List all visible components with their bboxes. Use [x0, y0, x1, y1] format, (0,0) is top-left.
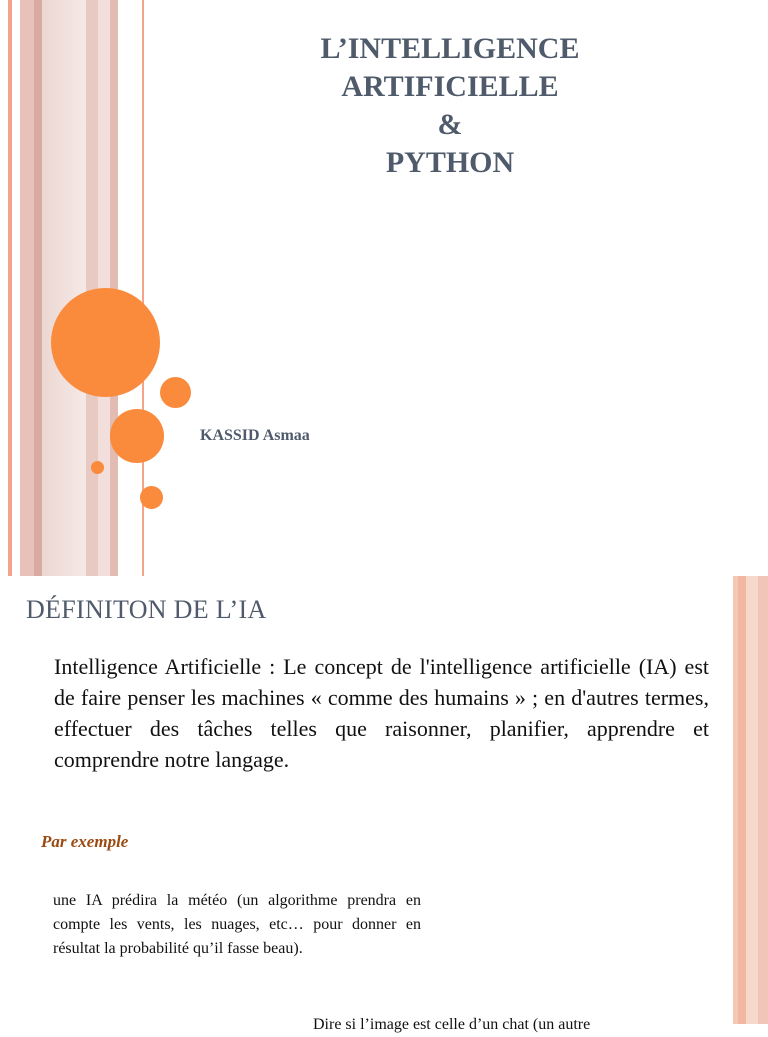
title-line-4: PYTHON	[385, 146, 515, 179]
example-text-cut: Dire si l’image est celle d’un chat (un autre	[313, 1016, 591, 1033]
example-label: Par exemple	[41, 832, 129, 851]
decor-stripe	[738, 576, 746, 1024]
decor-stripe	[20, 0, 34, 576]
decor-circle-medium	[110, 409, 164, 463]
slide-title	[290, 30, 610, 182]
decor-circle-large	[51, 288, 160, 397]
author-name: KASSID Asmaa	[200, 427, 310, 444]
decor-stripe	[758, 576, 768, 1024]
decor-stripe	[42, 0, 86, 576]
decor-circle-small	[140, 486, 163, 509]
decor-stripe	[34, 0, 42, 576]
example-text: une IA prédira la météo (un algorithme prendra en compte les vents, les nuages, etc… pour donner en résultat la probabilité qu’il fasse beau).	[53, 892, 421, 957]
title-line-1: L’INTELLIGENCE	[320, 32, 580, 65]
title-line-3: &	[437, 108, 463, 141]
decor-circle-tiny	[91, 461, 104, 474]
title-line-2: ARTIFICIELLE	[341, 70, 559, 103]
definition-text: Intelligence Artificielle : Le concept de l'intelligence artificielle (IA) est de faire penser les machines « comme des humains » ; en d'autres termes, effectuer des tâches telles que raisonner, planifier, apprendre et comprendre notre langage.	[54, 654, 709, 772]
decor-circle-small	[160, 377, 191, 408]
decor-stripe	[746, 576, 758, 1024]
decor-stripe	[0, 0, 8, 576]
slide-title: DÉFINITON DE L’IA	[26, 595, 267, 624]
decor-stripe	[8, 0, 12, 576]
definition-slide	[0, 576, 768, 1033]
